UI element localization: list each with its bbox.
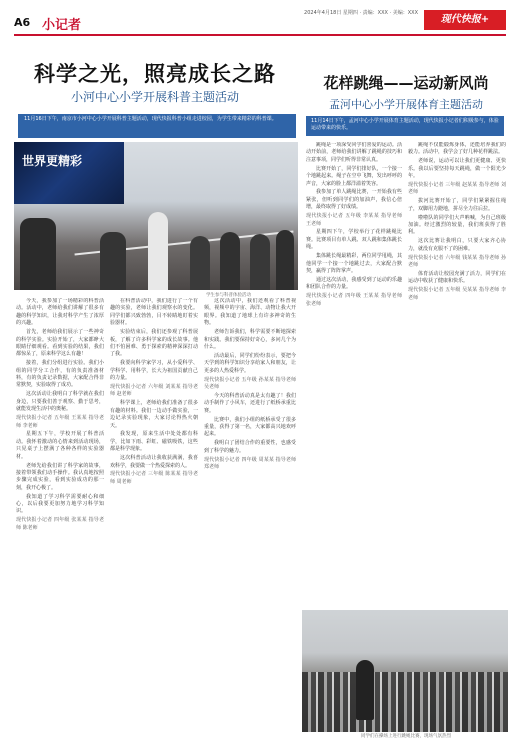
left-article-lead: 11月16日下午，南京市小河中心小学开展科普主题活动，现代快报科普小组走进校园，为学生带来精彩的科普课。 [18, 114, 296, 138]
left-column-1 [16, 298, 104, 736]
paragraph: 今天，我参加了一场精彩的科普活动。活动中，老师给我们讲解了很多有趣的科学知识，让我对科学产生了浓厚的兴趣。 [16, 298, 104, 327]
paragraph: 现代快报小记者 四年级 周某某 指导老师 郑老师 [204, 456, 296, 471]
paragraph: 现代快报小记者 四年级 王某某 指导老师 张老师 [306, 293, 402, 307]
paragraph: 现代快报小记者 五年级 孙某某 指导老师 吴老师 [204, 376, 296, 390]
paragraph: 现代快报小记者 五年级 李某某 指导老师 王老师 [306, 213, 402, 227]
paragraph: 我知道了学习科学需要耐心和细心，以后我要更加努力地学习科学知识。 [16, 493, 104, 515]
paragraph: 这次比赛让我明白，只要大家齐心协力，就没有克服不了的困难。 [408, 238, 506, 252]
section-title: 小记者 [42, 18, 82, 33]
left-article-photo [14, 142, 298, 290]
paragraph: 现代快报小记者 五年级 王某某 指导老师 李老师 [16, 415, 104, 429]
right-article-title: 花样跳绳——运动新风尚 [323, 74, 489, 92]
paragraph: 接着，我们分组进行实验。我们小组的同学分工合作，有的负责准备材料，有的负责记录数据，大家配合得非常默契，实验取得了成功。 [16, 360, 104, 389]
paragraph: 实验结束后，我们还参观了科普展板，了解了许多科学家的成长故事。他们不怕困难、勇于探索的精神深深打动了我。 [110, 329, 198, 358]
student-figure [190, 236, 210, 290]
paragraph: 现代快报小记者 三年级 赵某某 指导老师 刘老师 [408, 182, 506, 196]
paragraph: 科学课上，老师给我们准备了很多有趣的材料。我们一边动手做实验，一边记录实验现象，大家讨论得热火朝天。 [110, 400, 198, 429]
paragraph: 比赛中，我们小组的纸桥承受了很多重量，获得了第一名，大家都高兴地欢呼起来。 [204, 416, 296, 438]
left-article-title: 科学之光，照亮成长之路 [34, 62, 276, 86]
right-column-2 [408, 142, 506, 604]
photo-banner-text: 世界更精彩 [22, 154, 83, 168]
paragraph: 老师说，运动可以让我们更健康、更快乐。我以后要坚持每天跳绳，做一个阳光少年。 [408, 158, 506, 180]
student-figure [148, 212, 168, 290]
left-photo-caption: 学生参与科普体验活动 [206, 293, 251, 298]
paragraph: 通过这次活动，我感受到了运动的乐趣和团队合作的力量。 [306, 276, 402, 291]
student-figure [250, 234, 270, 290]
page-header [0, 0, 516, 40]
left-article-subtitle: 小河中心小学开展科普主题活动 [70, 90, 239, 104]
student-figure [356, 660, 374, 720]
paragraph: 啦啦队的同学们大声呐喊，为自己班级加油。经过激烈的较量，我们班获得了胜利。 [408, 214, 506, 236]
paragraph: 比赛开始了，同学们排好队，一个接一个地跳起来。绳子在空中飞舞，发出呼呼的声音，大家的脸上都洋溢着笑容。 [306, 165, 402, 187]
paragraph: 集体跳长绳最精彩，两位同学甩绳，其他同学一个接一个地跳过去，大家配合默契，赢得了阵阵掌声。 [306, 253, 402, 274]
paragraph: 今天的科普活动真是太有趣了！我们动手制作了小风车，还进行了纸桥承重比赛。 [204, 392, 296, 414]
student-figure [220, 232, 240, 290]
paragraph: 在科普活动中，我们进行了一个有趣的实验，老师让我们观察水的变化。同学们都兴致勃勃，目不转睛地盯着实验器材。 [110, 298, 198, 327]
paragraph: 这次科普活动让我收获满满，我喜欢科学，我要做一个热爱探索的人。 [110, 455, 198, 469]
paper-logo: 现代快报+ [424, 10, 506, 30]
paragraph: 现代快报小记者 五年级 吴某某 指导老师 李老师 [408, 287, 506, 301]
paragraph: 拔河比赛开始了，同学们紧紧握住绳子，双脚用力蹬地，拼尽全力往后拉。 [408, 198, 506, 212]
paragraph: 活动最后，同学们纷纷表示，要把今天学到的科学知识分享给家人和朋友，让更多的人热爱科学。 [204, 352, 296, 374]
paragraph: 跳绳不仅能锻炼身体，还能培养我们的毅力。活动中，我学会了好几种花样跳法。 [408, 142, 506, 156]
paragraph: 我要向科学家学习，从小爱科学、学科学、用科学，长大为祖国贡献自己的力量。 [110, 360, 198, 382]
right-photo-caption: 同学们在操场上进行跳绳比赛，现场气氛热烈 [361, 734, 451, 739]
photo-banner [14, 142, 124, 204]
seated-students [302, 672, 508, 732]
paragraph: 体育活动让校园充满了活力，同学们在运动中收获了健康和快乐。 [408, 271, 506, 285]
paragraph: 我参加了单人跳绳比赛，一开始我有些紧张，但听到同学们的加油声，我信心倍增，最终取得了好成绩。 [306, 189, 402, 211]
paragraph: 这次活动让我明白了科学就在我们身边，只要我们善于观察、勤于思考，就能发现生活中的奥秘。 [16, 391, 104, 413]
left-column-3 [204, 298, 296, 736]
student-figure [20, 218, 56, 290]
page-number: A6 [14, 16, 31, 29]
student-figure [100, 232, 126, 290]
right-article-subtitle: 孟河中心小学开展体育主题活动 [329, 98, 483, 111]
paragraph: 跳绳是一项深受同学们喜爱的运动。活动开始前，老师给我们讲解了跳绳的技巧和注意事项，同学们听得非常认真。 [306, 142, 402, 163]
paragraph: 星期四下午，学校举行了花样跳绳比赛。比赛项目有单人跳、双人跳和集体跳长绳。 [306, 229, 402, 251]
right-article-lead: 11月14日下午，孟河中心小学开展体育主题活动，现代快报小记者们积极参与，体验运动带来的快乐。 [306, 116, 504, 136]
right-column-1 [306, 142, 402, 604]
paragraph: 老师先给我们讲了科学家的故事，接着带领我们动手操作。我认真地按照步骤完成实验，看到实验成功的那一刻，我开心极了。 [16, 462, 104, 491]
header-rule [14, 34, 506, 36]
left-column-2 [110, 298, 198, 736]
paragraph: 这次活动中，我们还观看了科普视频，视频中的宇宙、海洋、动物让我大开眼界。我知道了地球上有许多神奇的生物。 [204, 298, 296, 327]
paragraph: 现代快报小记者 六年级 钱某某 指导老师 孙老师 [408, 254, 506, 269]
paragraph: 首先，老师给我们展示了一些神奇的科学实验。实验开始了，大家都睁大眼睛仔细观看。看到实验的结果，我们都惊呆了，原来科学这么有趣！ [16, 329, 104, 358]
paragraph: 我发现，原来生活中处处都有科学，比如下雨、彩虹、磁铁吸铁，这些都是科学现象。 [110, 431, 198, 453]
paragraph: 现代快报小记者 三年级 陈某某 指导老师 周老师 [110, 471, 198, 485]
paragraph: 现代快报小记者 六年级 刘某某 指导老师 赵老师 [110, 383, 198, 398]
paragraph: 星期五下午，学校开展了科普活动。我怀着激动的心情来到活动现场，只见桌子上摆满了各种各样的实验器材。 [16, 431, 104, 460]
paragraph: 老师告诉我们，科学需要不断地探索和实践。我们要保持好奇心，多问几个为什么。 [204, 329, 296, 350]
right-article-photo [302, 610, 508, 732]
paragraph: 我明白了团结合作的重要性，也感受到了科学的魅力。 [204, 440, 296, 454]
student-figure [276, 230, 294, 290]
date-line: 2024年4月18日 星期四 · 责编：XXX · 美编：XXX [304, 10, 418, 16]
paragraph: 现代快报小记者 四年级 张某某 指导老师 陈老师 [16, 517, 104, 531]
